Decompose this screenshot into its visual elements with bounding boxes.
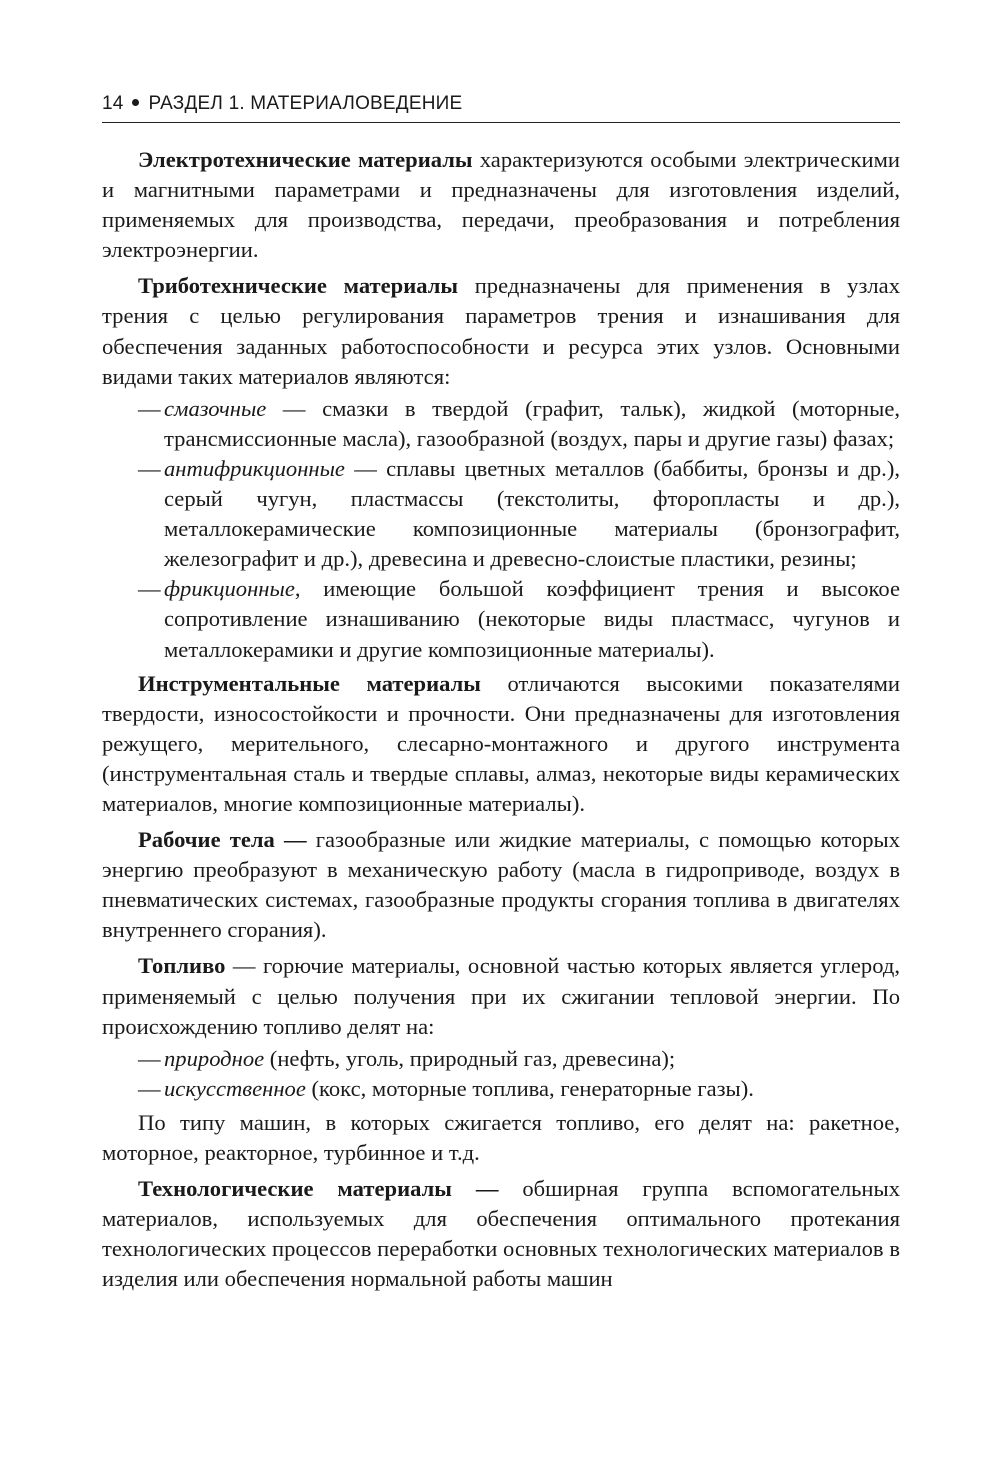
term-technological: Технологические материалы —: [138, 1176, 499, 1202]
paragraph-electrotechnical: [102, 145, 900, 265]
list-item-text: (нефть, уголь, природный газ, древесина);: [264, 1045, 676, 1071]
term-working-bodies: Рабочие тела —: [138, 827, 307, 853]
paragraph-instrumental: [102, 669, 900, 819]
section-title: РАЗДЕЛ 1. МАТЕРИАЛОВЕДЕНИЕ: [148, 93, 463, 114]
list-dash: —: [138, 576, 161, 602]
paragraph-tribotechnical: [102, 271, 900, 391]
paragraph-text: предназначены для применения в узлах трения с целью регулирования параметров трения и изнашивания для обеспечения заданных работоспособности и ресурса этих узлов. Основными видами таких материалов являются:: [102, 273, 900, 389]
list-dash: —: [138, 455, 161, 481]
list-item: [102, 394, 900, 454]
paragraph-text: — горючие материалы, основной частью которых является углерод, применяемый с целью получения при их сжигании тепловой энергии. По происхождению топливо делят на:: [102, 953, 900, 1039]
paragraph-fuel-machines: По типу машин, в которых сжигается топливо, его делят на: ракетное, моторное, реакторное, турбинное и т.д.: [102, 1109, 900, 1165]
tribotechnical-list: [102, 394, 900, 665]
list-item-term: природное: [164, 1045, 265, 1071]
running-header: [102, 92, 900, 123]
document-page: [102, 92, 900, 1300]
list-item: [102, 454, 900, 574]
paragraph-technological: [102, 1174, 900, 1294]
page-number: 14: [102, 93, 124, 114]
list-item-term: антифрикционные: [164, 455, 345, 481]
list-item-term: искусственное: [164, 1075, 306, 1101]
paragraph-fuel: [102, 951, 900, 1041]
paragraph-text: характеризуются особыми электрическими и магнитными параметрами и предназначены для изготовления изделий, применяемых для производства, передачи, преобразования и потребления электроэнергии.: [102, 147, 900, 263]
body-text: [102, 145, 900, 1294]
list-dash: —: [138, 395, 161, 421]
list-item-text: — сплавы цветных металлов (баббиты, бронзы и др.), серый чугун, пластмассы (текстолиты, фторопласты и др.), металлокерамические композиционные материалы (бронзографит, железографит и др.), древесина и древесно-слоистые пластики, резины;: [164, 455, 900, 572]
term-fuel: Топливо: [138, 953, 226, 979]
term-electrotechnical: Электротехнические материалы: [138, 147, 473, 172]
list-item-text: , имеющие большой коэффициент трения и высокое сопротивление изнашиванию (некоторые виды пластмасс, чугунов и металлокерамики и другие композиционные материалы).: [164, 576, 900, 662]
paragraph-text: газообразные или жидкие материалы, с помощью которых энергию преобразуют в механическую работу (масла в гидроприводе, воздух в пневматических системах, газообразные продукты сгорания топлива в двигателях внутреннего сгорания).: [102, 827, 901, 943]
bullet-icon: [132, 99, 139, 106]
list-item: [102, 1044, 900, 1074]
list-item-text: (кокс, моторные топлива, генераторные газы).: [305, 1075, 754, 1101]
paragraph-text: обширная группа вспомогательных материалов, используемых для обеспечения оптимального протекания технологических процессов переработки основных технологических материалов в изделия или обеспечения нормальной работы машин: [102, 1176, 900, 1292]
term-tribotechnical: Триботехнические материалы: [138, 273, 459, 299]
paragraph-working-bodies: [102, 825, 900, 945]
list-item-term: фрикционные: [164, 576, 295, 602]
term-instrumental: Инструментальные материалы: [138, 670, 481, 696]
list-dash: —: [138, 1045, 161, 1071]
paragraph-text: отличаются высокими показателями твердости, износостойкости и прочности. Они предназначены для изготовления режущего, мерительного, слесарно-монтажного и другого инструмента (инструментальная сталь и твердые сплавы, алмаз, некоторые виды керамических материалов, многие композиционные материалы).: [102, 670, 900, 816]
list-item-term: смазочные: [164, 395, 267, 421]
list-item: [102, 1074, 900, 1104]
list-item-text: — смазки в твердой (графит, тальк), жидкой (моторные, трансмиссионные масла), газообразной (воздух, пары и другие газы) фазах;: [164, 395, 900, 451]
list-item: [102, 574, 900, 664]
list-dash: —: [138, 1075, 161, 1101]
fuel-list: [102, 1044, 900, 1104]
